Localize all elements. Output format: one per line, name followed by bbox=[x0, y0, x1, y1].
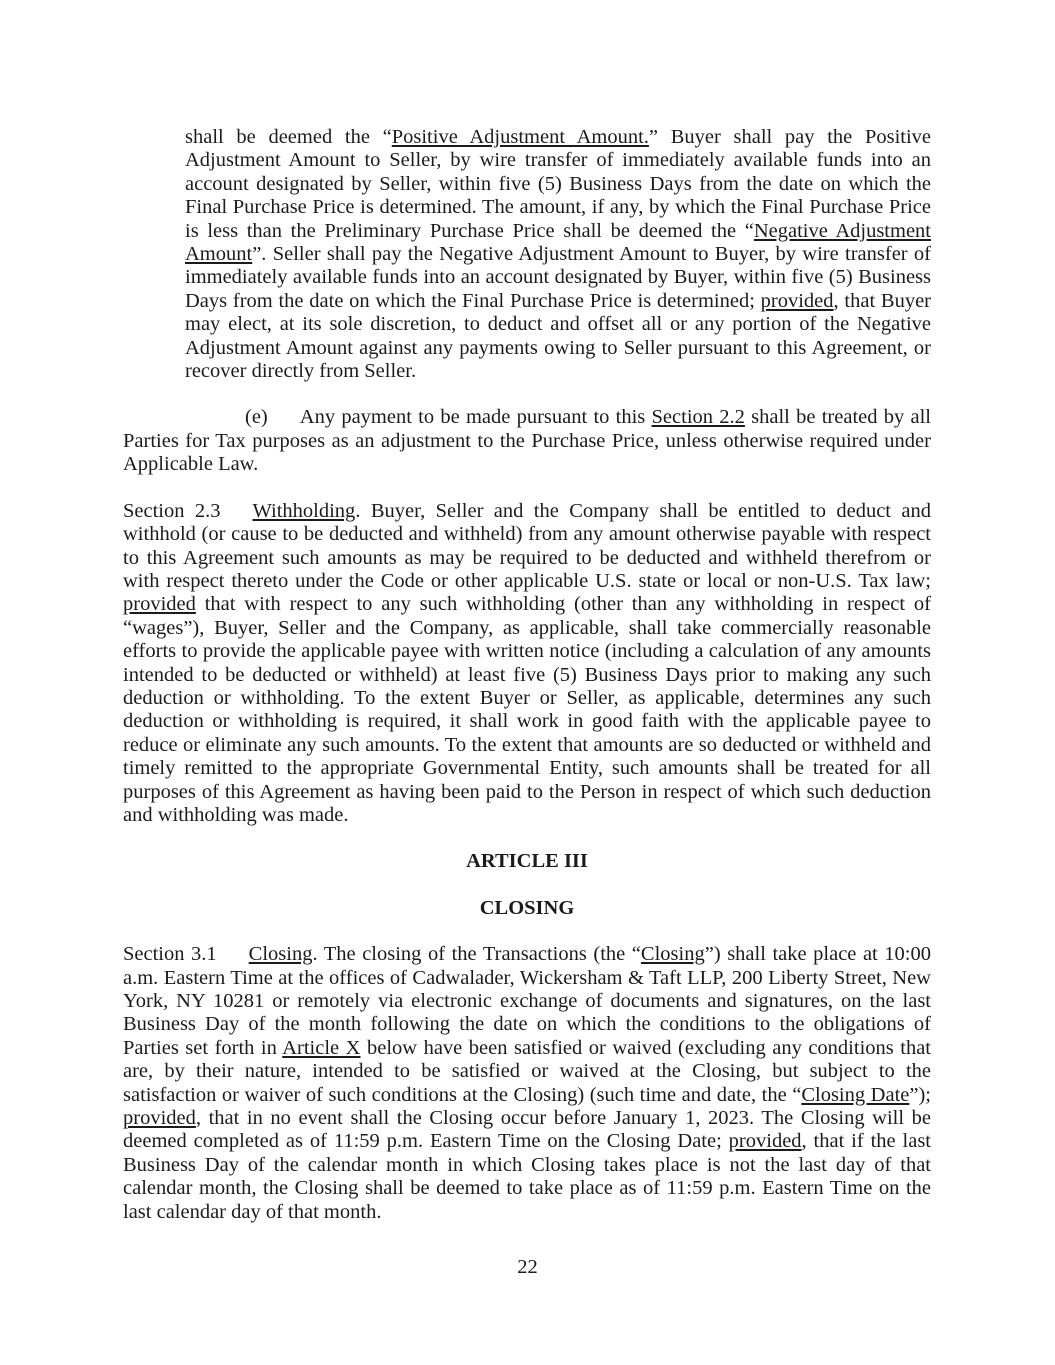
paragraph-section-2-3-withholding: Section 2.3 Withholding. Buyer, Seller and the Company shall be entitled to deduct and withhold (or cause to be deducted and withheld) from any amount otherwise payable with respect to this Agreement such amounts as may be required to be deducted and withheld therefrom or with respect thereto under the Code or other applicable U.S. state or local or non-U.S. Tax law; provided that with respect to any such withholding (other than any withholding in respect of “wages”), Buyer, Seller and the Company, as applicable, shall take commercially reasonable efforts to provide the applicable payee with written notice (including a calculation of any amounts intended to be deducted or withheld) at least five (5) Business Days prior to making any such deduction or withholding. To the extent Buyer or Seller, as applicable, determines any such deduction or withholding is required, it shall work in good faith with the applicable payee to reduce or eliminate any such amounts. To the extent that amounts are so deducted or withheld and timely remitted to the appropriate Governmental Entity, such amounts shall be treated for all purposes of this Agreement as having been paid to the Person in respect of which such deduction and withholding was made. bbox=[123, 499, 931, 826]
paragraph-e-tax-treatment: (e) Any payment to be made pursuant to this Section 2.2 shall be treated by all Parties for Tax purposes as an adjustment to the Purchase Price, unless otherwise required under Applicable Law. bbox=[123, 406, 931, 476]
page-number: 22 bbox=[517, 1256, 538, 1278]
closing-heading: CLOSING bbox=[479, 896, 575, 919]
paragraph-section-3-1-closing: Section 3.1 Closing. The closing of the Transactions (the “Closing”) shall take place at 10:00 a.m. Eastern Time at the offices of Cadwalader, Wickersham & Taft LLP, 200 Liberty Street, New York, NY 10281 or remotely via electronic exchange of documents and signatures, on the last Business Day of the month following the date on which the conditions to the obligations of Parties set forth in Article X below have been satisfied or waived (excluding any conditions that are, by their nature, intended to be satisfied or waived at the Closing, but subject to the satisfaction or waiver of such conditions at the Closing) (such time and date, the “Closing Date”); provided, that in no event shall the Closing occur before January 1, 2023. The Closing will be deemed completed as of 11:59 p.m. Eastern Time on the Closing Date; provided, that if the last Business Day of the calendar month in which Closing takes place is not the last day of that calendar month, the Closing shall be deemed to take place as of 11:59 p.m. Eastern Time on the last calendar day of that month. bbox=[123, 943, 931, 1223]
paragraph-positive-adjustment-amount: shall be deemed the “Positive Adjustment Amount.” Buyer shall pay the Positive Adjustment Amount to Seller, by wire transfer of immediately available funds into an account designated by Seller, within five (5) Business Days from the date on which the Final Purchase Price is determined. The amount, if any, by which the Final Purchase Price is less than the Preliminary Purchase Price shall be deemed the “Negative Adjustment Amount”. Seller shall pay the Negative Adjustment Amount to Buyer, by wire transfer of immediately available funds into an account designated by Buyer, within five (5) Business Days from the date on which the Final Purchase Price is determined; provided, that Buyer may elect, at its sole discretion, to deduct and offset all or any portion of the Negative Adjustment Amount against any payments owing to Seller pursuant to this Agreement, or recover directly from Seller. bbox=[185, 126, 932, 383]
article-iii-heading: ARTICLE III bbox=[466, 850, 588, 873]
document-body bbox=[123, 126, 931, 1247]
